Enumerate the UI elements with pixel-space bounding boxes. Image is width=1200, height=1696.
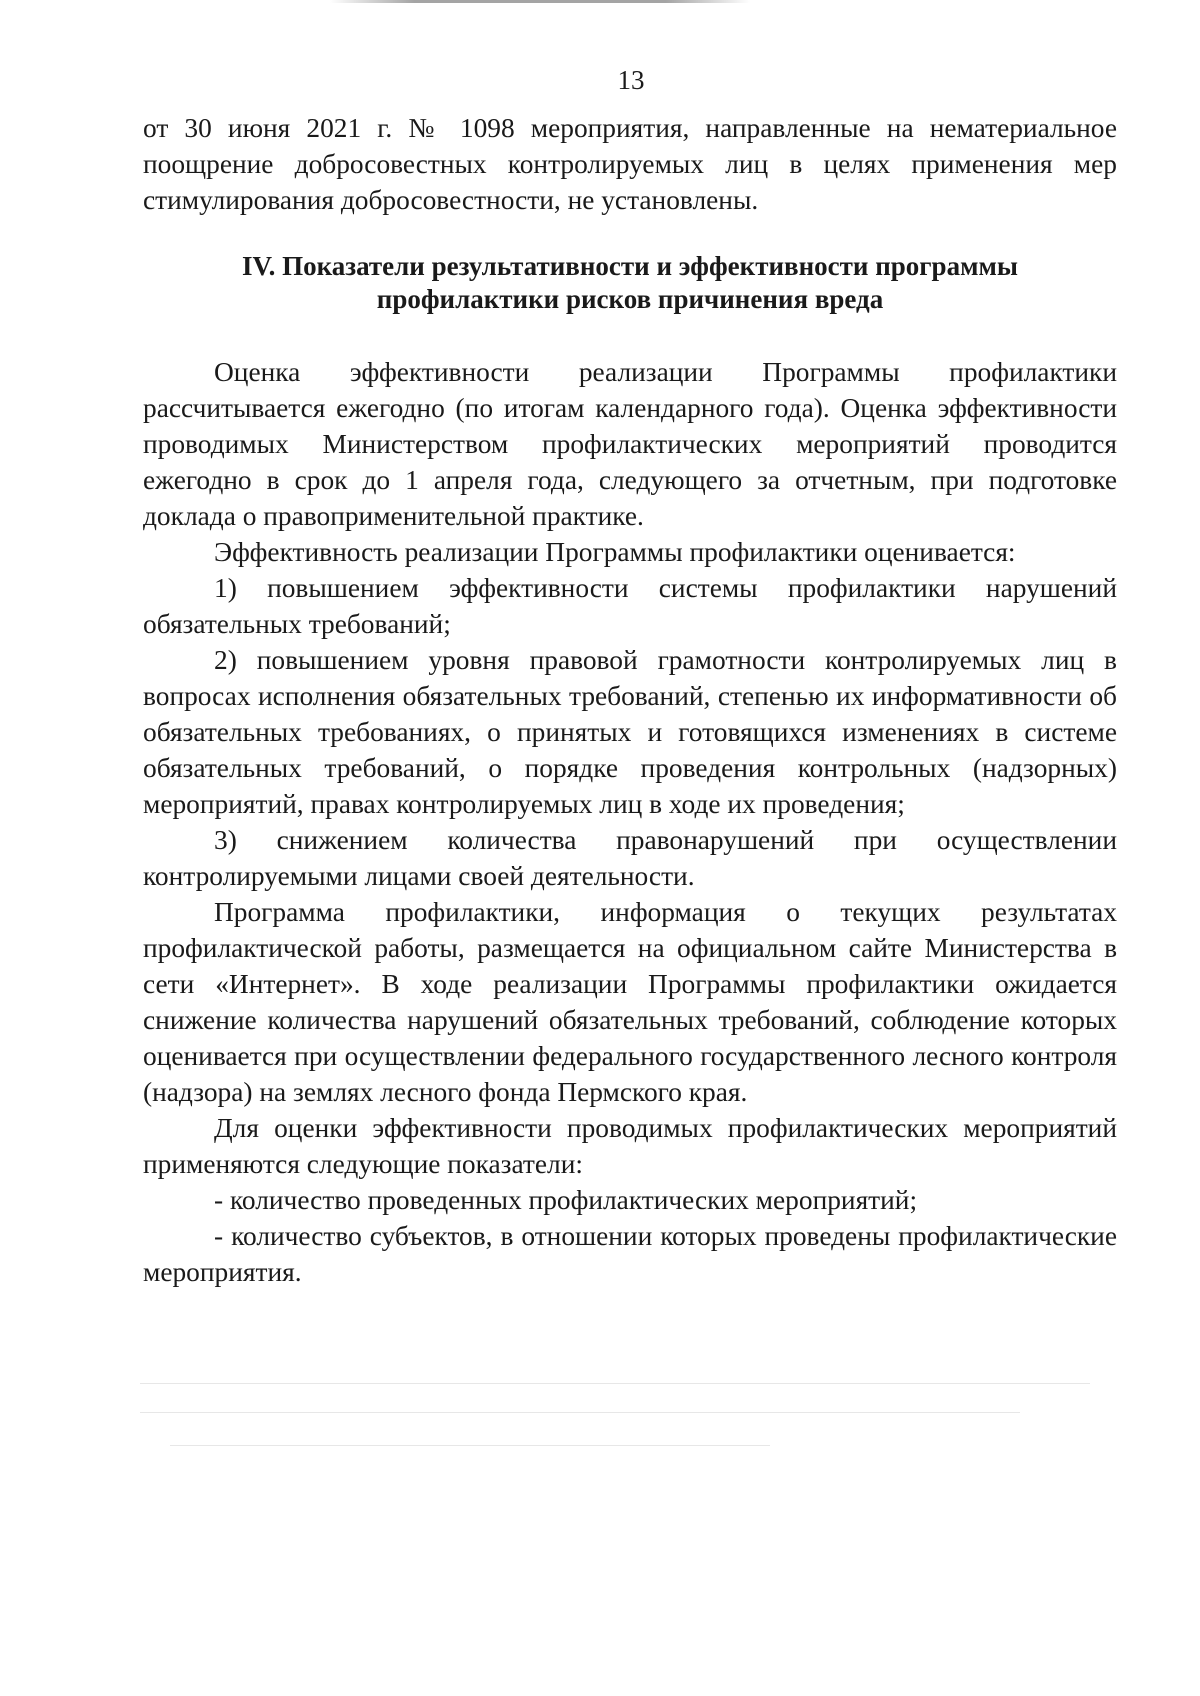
indicator-item-2: - количество субъектов, в отношении которых проведены профилактические мероприятия. — [143, 1221, 1117, 1287]
list-item-3: 3) снижением количества правонарушений при осуществлении контролируемыми лицами своей деятельности. — [143, 825, 1117, 891]
intro-paragraph: от 30 июня 2021 г. № 1098 мероприятия, направленные на нематериальное поощрение добросовестных контролируемых лиц в целях применения мер стимулирования добросовестности, не установлены. — [143, 113, 1117, 215]
paragraph-program-info: Программа профилактики, информация о текущих результатах профилактической работы, размещается на официальном сайте Министерства в сети «Интернет». В ходе реализации Программы профилактики ожидается снижение количества нарушений обязательных требований, соблюдение которых оценивается при осуществлении федерального государственного лесного контроля (надзора) на землях лесного фонда Пермского края. — [143, 897, 1117, 1107]
scan-noise-line — [140, 1383, 1090, 1384]
scan-noise-line — [140, 1412, 1020, 1413]
section-heading — [143, 250, 1117, 316]
document-body — [143, 110, 1117, 1290]
indicator-item-1: - количество проведенных профилактических мероприятий; — [214, 1185, 918, 1215]
section-heading-line-2: профилактики рисков причинения вреда — [376, 284, 884, 314]
paragraph-effectiveness-intro: Эффективность реализации Программы профилактики оценивается: — [214, 537, 1016, 567]
scan-edge-artifact — [330, 0, 750, 3]
list-item-2: 2) повышением уровня правовой грамотности контролируемых лиц в вопросах исполнения обязательных требований, степенью их информативности об обязательных требованиях, о принятых и готовящихся изменениях в системе обязательных требований, о порядке проведения контрольных (надзорных) мероприятий, правах контролируемых лиц в ходе их проведения; — [143, 645, 1117, 819]
paragraph-indicators-intro: Для оценки эффективности проводимых профилактических мероприятий применяются следующие показатели: — [143, 1113, 1117, 1179]
list-item-1: 1) повышением эффективности системы профилактики нарушений обязательных требований; — [143, 573, 1117, 639]
page-number: 13 — [617, 65, 645, 95]
scan-noise-line — [170, 1445, 770, 1446]
section-heading-line-1: IV. Показатели результативности и эффективности программы — [242, 251, 1018, 281]
paragraph-evaluation: Оценка эффективности реализации Программы профилактики рассчитывается ежегодно (по итогам календарного года). Оценка эффективности проводимых Министерством профилактических мероприятий проводится ежегодно в срок до 1 апреля года, следующего за отчетным, при подготовке доклада о правоприменительной практике. — [143, 357, 1117, 531]
